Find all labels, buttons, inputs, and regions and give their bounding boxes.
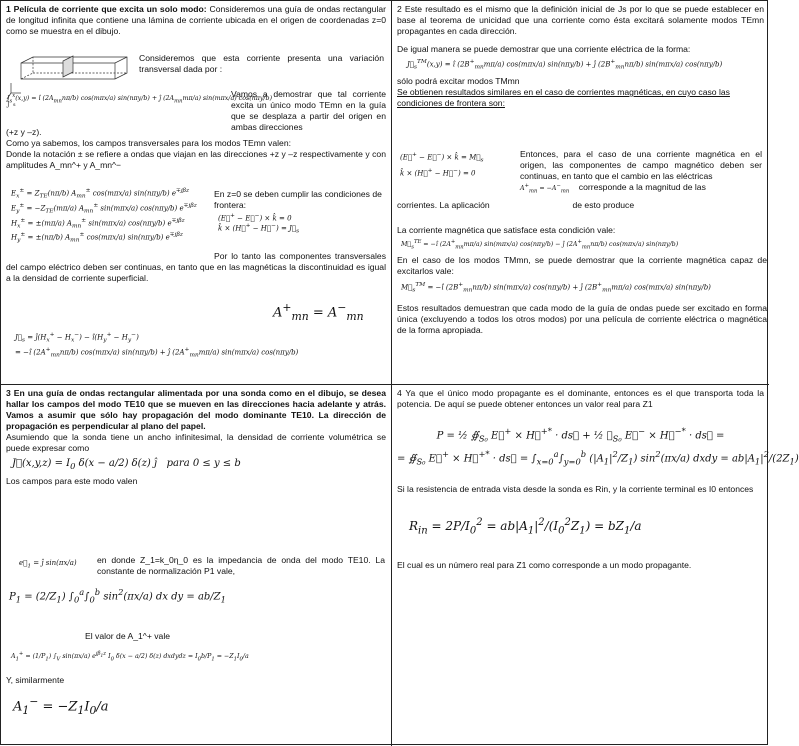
section-1-boundary — [214, 189, 386, 236]
section-3-para-1: 3 En una guía de ondas rectangular alimentada por una sonda como en el dibujo, se desea hallar los campos del modo TE10 que se mueven en las direcciones hacia adelante y atrás. Vamos a asumir que sólo hay propagación del modo dominante TE10. La dirección de propagación es perpendicular al plano del papel. — [6, 388, 386, 431]
section-3-para-6 — [6, 675, 64, 686]
vamos-text: Vamos a demostrar que tal corriente excita un único modo TEmn en la guía que se desplaza a partir del origen en ambas direcciones — [231, 89, 386, 132]
e1-field-equation: $e⃗_1$ = ĵ sin(πx/a) — [19, 559, 77, 570]
section-2-para-8: Estos resultados demuestran que cada modo de la guía de ondas puede ser excitado en forma única (excluyendo a todos los otros modos) por una película de corriente eléctrica o magnética de la forma apropiada. — [397, 303, 767, 336]
similarmente-text: Y, similarmente — [6, 675, 65, 685]
surface-current-equation: $J_s^x(x,y)$ = î $(2A_{mn}n\pi/b)$ cos(mπx/a) sin(nπy/b) + ĵ $(2A_{mn}m\pi/a)$ sin(mπx/a) cos(nπy/b) — [7, 93, 273, 105]
section-1 — [1, 1, 392, 385]
section-2-para-6: La corriente magnética que satisface esta condición vale: — [397, 225, 616, 235]
section-2-lower — [397, 225, 767, 336]
te-magnetic-current-equation: $M⃗_s^{TE}$ = −î $(2A^+_{mn}m\pi/a)$ sin(mπx/a) cos(nπy/b) − ĵ $(2A^+_{mn}n\pi/b)$ cos(mπx/a) sin(nπy/b) — [401, 239, 679, 251]
a1-value-text: El valor de A_1^+ vale — [85, 631, 171, 641]
rin-equation: $R_{in} = 2P/I_0^2 = ab|A_1|^2/(I_0^2Z_1) = bZ_1/a$ — [409, 517, 642, 537]
section-1-title: 1 Película de corriente que excita un solo modo: — [6, 4, 207, 14]
donde-text: Donde la notación ± se refiere a ondas que viajan en las direcciones +z y –z respectivamente y con amplitudes A_mn^+ y A_mn^− — [6, 149, 386, 170]
te-field-equations: $E_x^\pm = Z_{TE}(n\pi/b)$ $A_{mn}^\pm$ cos(mπx/a) sin(nπy/b) $e^{\mp j\beta z}$ $E_y^\pm = -Z_{TE}(m\pi/a)$ $A_{mn}^\pm$ sin(mπx/a) cos(nπy/b) $e^{\mp j\beta z}$ $H_x^\pm = \pm(m\pi/a)$ $A_{mn}^\pm$ sin(mπx/a) cos(nπy/b) $e^{\mp j\beta z}$ $H_y^\pm = \pm(n\pi/b)$ $A_{mn}^\pm$ cos(mπx/a) sin(nπy/b) $e^{\mp j\beta z}$ — [11, 188, 197, 244]
section-4-para-1: 4 Ya que el único modo propagante es el dominante, entonces es el que transporta toda la potencia. De aquí se puede obtener entonces un valor real para Z1 — [397, 388, 764, 409]
section-2-para-5-end — [397, 200, 767, 211]
svg-text:J: J — [7, 101, 10, 108]
consideremos-text: Consideremos que esta corriente presenta una variación transversal dada por : — [139, 53, 384, 74]
section-3-para-3: Los campos para este modo valen — [6, 475, 138, 486]
section-3-para-4 — [97, 555, 385, 577]
power-equation: P = ½ $∯_{S_0}$ E⃗+ × H⃗+* · ds⃗ + ½ $∯_{S_0}$ E⃗− × H⃗−* · ds⃗ = = $∯_{S_0}$ E⃗+ × H⃗+* · ds⃗ = $\int_{x=0}^a\int_{y=0}^b$ $(|A_1|^2/Z_1)$ $\sin^2(\pi x/a)$ dxdy = $ab|A_1|^2/(2Z_1)$ — [397, 426, 799, 467]
section-2-para-7: En el caso de los modos TMmn, se puede demostrar que la corriente magnética capaz de excitarlos vale: — [397, 255, 767, 277]
de-esto-text: de esto produce — [572, 200, 635, 210]
amplitude-equality: $A^+_{mn} = A^-_{mn}$ — [273, 301, 364, 323]
entonces-text: Entonces, para el caso de una corriente magnética en el origen, las componentes de campo magnético deben ser continuas, en tanto que el cambio en las eléctricas — [520, 149, 762, 181]
section-2 — [392, 1, 769, 385]
probe-current-equation: J⃗(x,y,z) = $I_0$ δ(x − a/2) δ(z) ĵ para 0 ≤ y ≤ b — [12, 458, 241, 471]
section-3-para-5 — [85, 631, 170, 642]
directions-text: (+z y –z). — [6, 127, 42, 137]
p1-normalization-equation: $P_1 = (2/Z_1)$ $\int_0^a\int_0^b$ $\sin^2(\pi x/a)$ dx dy = $ab/Z_1$ — [9, 587, 226, 605]
magnetic-boundary-equations: (E⃗+ − E⃗−) × k̂ = $M⃗_s$ k̂ × (H⃗+ − H⃗−) = 0 — [400, 152, 484, 177]
section-1-intro — [6, 4, 386, 37]
section-1-fields-intro — [6, 127, 386, 171]
svg-text:s: s — [13, 102, 16, 108]
section-1-por-lo — [6, 251, 386, 284]
section-2-para-4: Se obtienen resultados similares en el caso de corrientes magnéticas, en cuyo caso las condiciones de frontera son: — [397, 87, 730, 109]
a1-minus-equation: $A_1^- = -Z_1I_0/a$ — [13, 695, 109, 717]
section-3 — [1, 385, 392, 746]
como-text: Como ya sabemos, los campos transversales para los modos TEmn valen: — [6, 138, 291, 148]
a1-plus-equation: $A_1^+ = (1/P_1)$ $\int_V$ sin(πx/a) $e^{j\beta_1z}$ $I_0$ δ(x − a/2) δ(z) dxdydz = $I_0b/P_1 = -Z_1I_0/a$ — [11, 651, 249, 663]
section-3-para-2: Asumiendo que la sonda tiene un ancho infinitesimal, la densidad de corriente volumétrica se puede expresar como — [6, 432, 386, 453]
section-2-para-5 — [520, 149, 762, 195]
corrientes-text: corrientes. La aplicación — [397, 200, 490, 210]
section-1-consideremos — [139, 53, 384, 75]
tm-magnetic-current-equation: $M⃗_s™$ = −î $(2B^+_{mn}n\pi/b)$ sin(mπx/a) cos(nπy/b) + ĵ $(2B^+_{mn}m\pi/a)$ cos(mπx/a) sin(nπy/b) — [401, 282, 711, 294]
section-1-intro-text: Consideremos una guía de ondas rectangular de longitud infinita que contiene una lámina de corriente ubicada en el origen de coordenadas z=0 como se muestra en el dibujo. — [6, 4, 387, 36]
boundary-conditions-equation: (E⃗+ − E⃗−) × k̂ = 0 k̂ × (H⃗+ − H⃗−) = $J⃗_s$ — [218, 213, 300, 235]
tm-current-equation: $J⃗_s™(x,y)$ = î $(2B^+_{mn}m\pi/a)$ cos(mπx/a) sin(nπy/b) + ĵ $(2B^+_{mn}n\pi/b)$ sin(mπx/a) cos(nπy/b) — [407, 59, 723, 71]
section-2-para-2: De igual manera se puede demostrar que una corriente eléctrica de la forma: — [397, 44, 691, 54]
section-4-para-3: El cual es un número real para Z1 como corresponde a un modo propagante. — [397, 560, 692, 571]
en-z0-text: En z=0 se deben cumplir las condiciones de frontera: — [214, 189, 382, 210]
section-2-para-1: 2 Este resultado es el mismo que la definición inicial de Js por lo que se puede establecer en base al teorema de unicidad que una corriente como ésta excitará solamente modos TEmn propagantes en cada dirección. — [397, 4, 764, 36]
section-2-para-3: sólo podrá excitar modos TMmn — [397, 76, 520, 87]
section-4 — [392, 385, 799, 746]
por-lo-text-a: Por lo tanto las componentes transversales del campo eléctrico deben ser continuas, en tanto que en las magnéticas la discontinuidad es igual a la densidad de corriente superficial. — [6, 251, 386, 283]
amplitude-relation: $A^+_{mn} = -A^-_{mn}$ — [520, 182, 570, 195]
impedance-text: en donde Z_1=k_0η_0 es la impedancia de onda del modo TE10. La constante de normalización P1 vale, — [97, 555, 385, 576]
section-4-para-2: Si la resistencia de entrada vista desde la sonda es Rin, y la corriente terminal es I0 entonces — [397, 484, 754, 495]
corresponde-text: corresponde a la magnitud de las — [578, 182, 706, 192]
js-result-equation: $J⃗_s$ = $ĵ(H_x^+ - H_x^-)$ − $î(H_y^+ - H_y^-)$ = −î $(2A^+_{mn}n\pi/b)$ cos(mπx/a) sin(nπy/b) + ĵ $(2A^+_{mn}m\pi/a)$ sin(mπx/a) cos(nπy/b) — [15, 332, 299, 359]
